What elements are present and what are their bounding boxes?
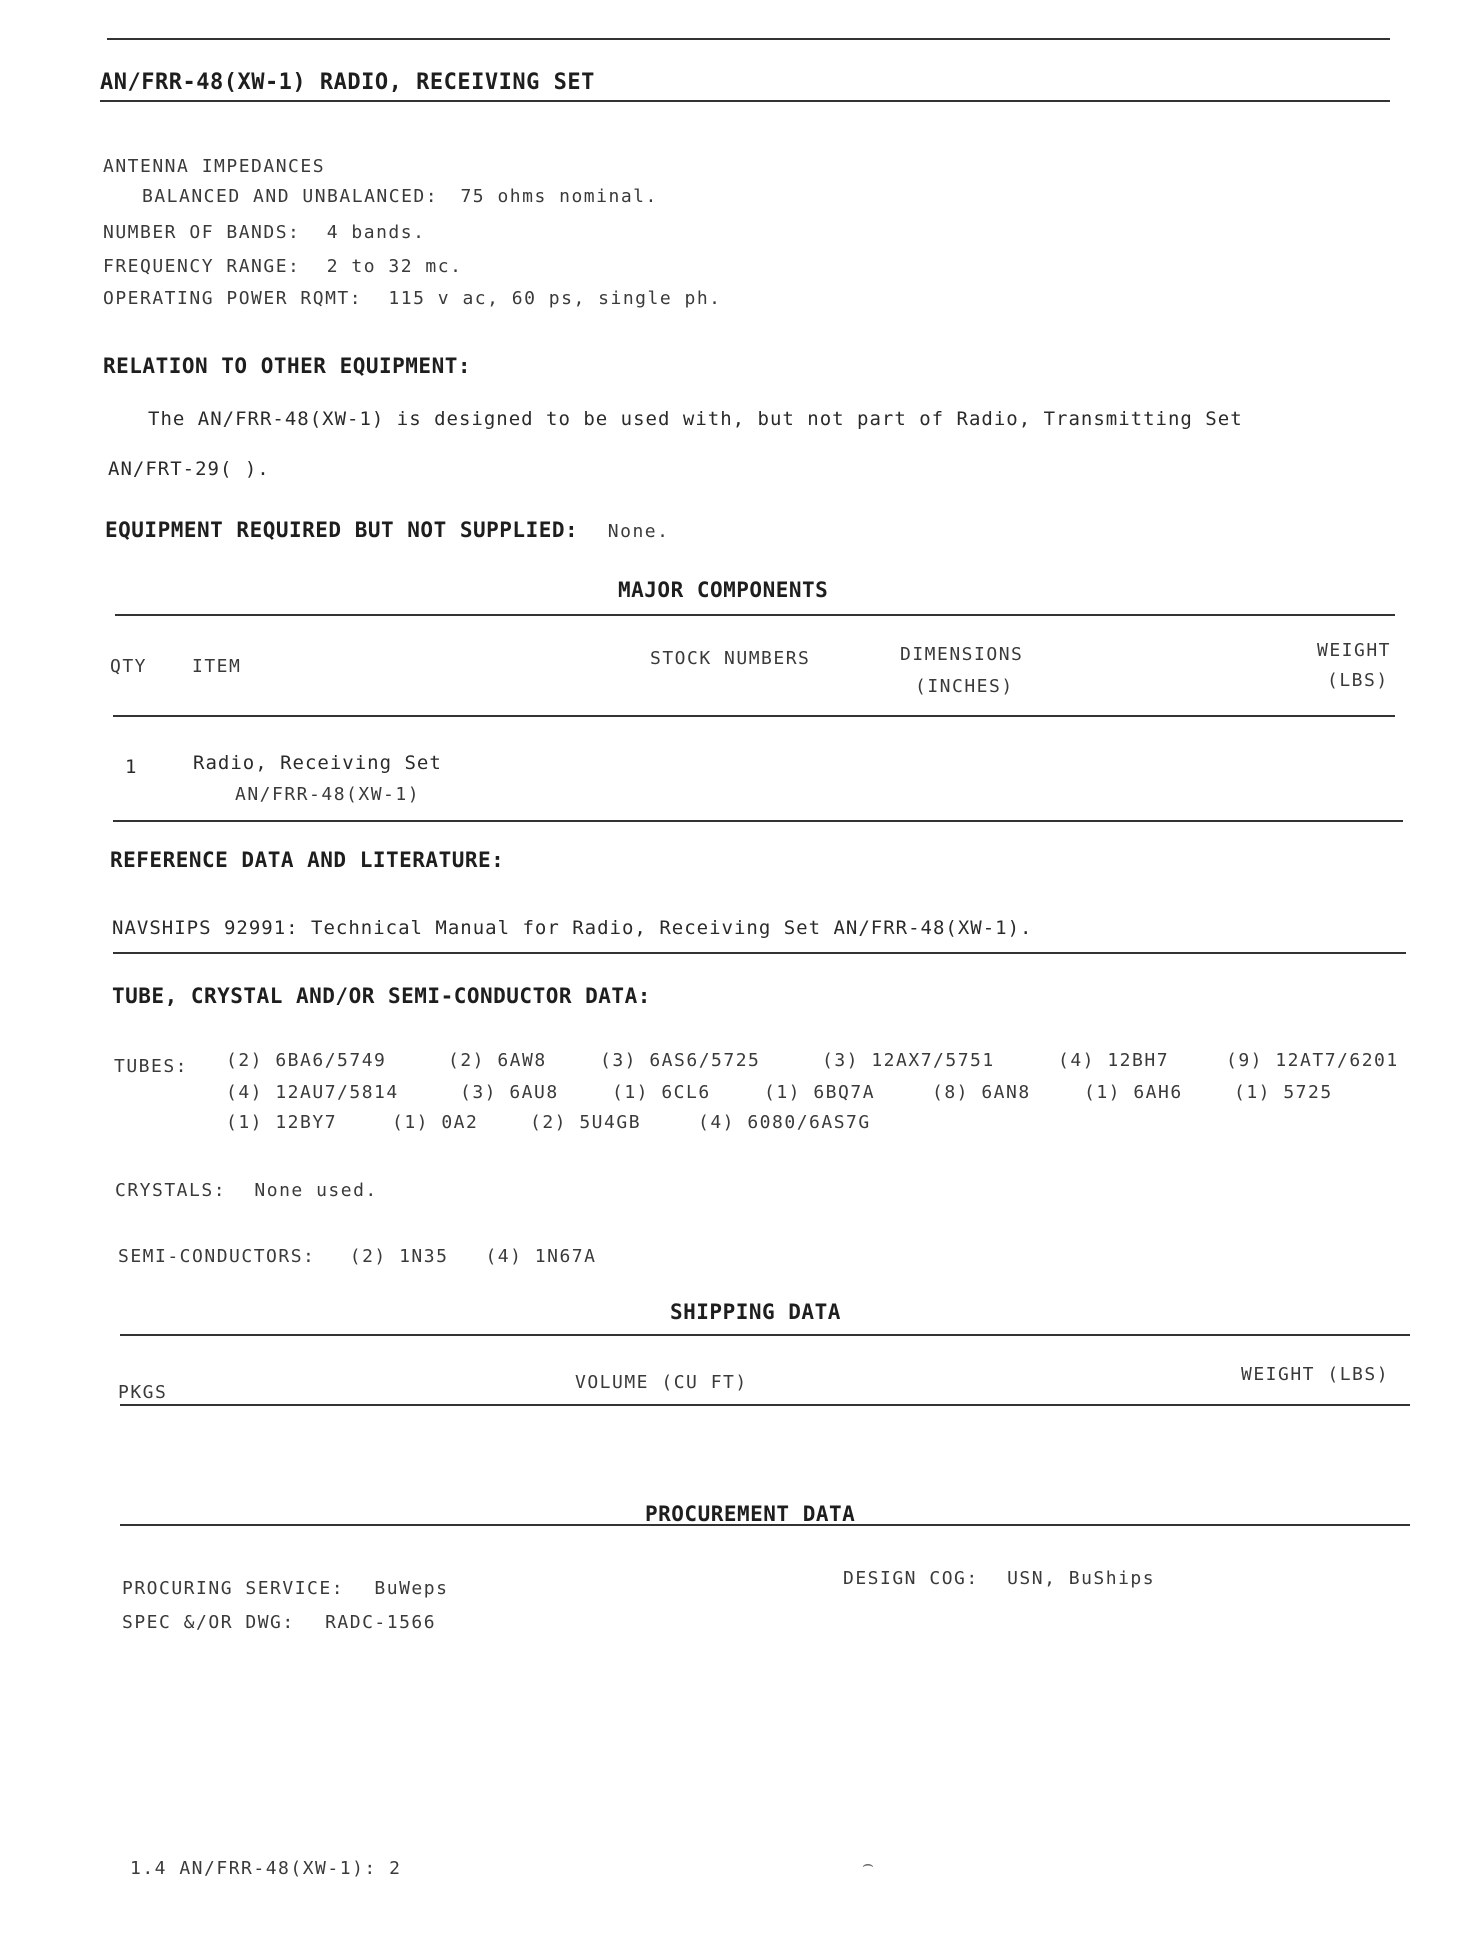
antenna-label: ANTENNA IMPEDANCES bbox=[103, 156, 326, 177]
required-heading: EQUIPMENT REQUIRED BUT NOT SUPPLIED: bbox=[105, 518, 579, 542]
spec-value: RADC-1566 bbox=[325, 1612, 437, 1633]
tube-entry: (1) 6AH6 bbox=[1084, 1082, 1183, 1103]
power-row bbox=[103, 288, 722, 309]
tube-entry: (1) 6CL6 bbox=[612, 1082, 711, 1103]
tubes-row-2 bbox=[226, 1082, 1333, 1103]
procurement-rule bbox=[120, 1524, 1410, 1526]
freq-row bbox=[103, 256, 462, 277]
tube-entry: (4) 6080/6AS7G bbox=[698, 1112, 871, 1133]
procuring-service-row bbox=[122, 1578, 448, 1599]
tube-entry: (4) 12AU7/5814 bbox=[226, 1082, 399, 1103]
major-components-bottom-rule bbox=[113, 820, 1403, 822]
power-value: 115 v ac, 60 ps, single ph. bbox=[388, 288, 722, 309]
shipping-volume: VOLUME (CU FT) bbox=[575, 1372, 748, 1393]
required-value: None. bbox=[607, 521, 670, 542]
shipping-bottom-rule bbox=[120, 1404, 1410, 1406]
balanced-value: 75 ohms nominal. bbox=[460, 186, 658, 207]
tube-entry: (3) 6AS6/5725 bbox=[600, 1050, 761, 1071]
shipping-title: SHIPPING DATA bbox=[670, 1300, 841, 1324]
component-qty: 1 bbox=[125, 756, 138, 778]
tube-entry: (1) 6BQ7A bbox=[764, 1082, 876, 1103]
tubes-row-1 bbox=[226, 1050, 1399, 1071]
bands-value: 4 bands. bbox=[326, 222, 426, 243]
major-components-header-rule bbox=[113, 715, 1395, 717]
tube-entry: (3) 6AU8 bbox=[460, 1082, 559, 1103]
shipping-pkgs: PKGS bbox=[118, 1382, 168, 1403]
tube-entry: (4) 12BH7 bbox=[1058, 1050, 1170, 1071]
major-components-top-rule bbox=[115, 614, 1395, 616]
tube-entry: (2) 6BA6/5749 bbox=[226, 1050, 387, 1071]
tube-entry: (9) 12AT7/6201 bbox=[1226, 1050, 1399, 1071]
power-label: OPERATING POWER RQMT: bbox=[103, 288, 363, 309]
tube-entry: (2) 6AW8 bbox=[448, 1050, 547, 1071]
title-rule bbox=[100, 100, 1390, 102]
freq-label: FREQUENCY RANGE: bbox=[103, 256, 301, 277]
reference-line: NAVSHIPS 92991: Technical Manual for Radio, Receiving Set AN/FRR-48(XW-1). bbox=[112, 917, 1033, 939]
bands-label: NUMBER OF BANDS: bbox=[103, 222, 301, 243]
procuring-service-label: PROCURING SERVICE: bbox=[122, 1578, 345, 1599]
tube-data-heading: TUBE, CRYSTAL AND/OR SEMI-CONDUCTOR DATA: bbox=[112, 984, 651, 1008]
shipping-weight: WEIGHT (LBS) bbox=[1241, 1364, 1390, 1385]
design-cog-row bbox=[843, 1568, 1155, 1589]
procuring-service-value: BuWeps bbox=[374, 1578, 449, 1599]
design-cog-label: DESIGN COG: bbox=[843, 1568, 979, 1589]
component-item: Radio, Receiving Set bbox=[193, 752, 442, 774]
footer-mark: ⌢ bbox=[862, 1854, 874, 1875]
col-stock: STOCK NUMBERS bbox=[650, 648, 811, 669]
col-item: ITEM bbox=[192, 656, 242, 677]
semis-label: SEMI-CONDUCTORS: bbox=[118, 1246, 316, 1267]
semis-value: (2) 1N35 (4) 1N67A bbox=[349, 1246, 597, 1267]
crystals-row bbox=[115, 1180, 378, 1201]
tubes-label: TUBES: bbox=[114, 1056, 189, 1077]
footer-page-ref: 1.4 AN/FRR-48(XW-1): 2 bbox=[130, 1858, 402, 1879]
tube-entry: (2) 5U4GB bbox=[530, 1112, 642, 1133]
design-cog-value: USN, BuShips bbox=[1007, 1568, 1156, 1589]
crystals-label: CRYSTALS: bbox=[115, 1180, 227, 1201]
tube-entry: (1) 12BY7 bbox=[226, 1112, 338, 1133]
semis-row bbox=[118, 1246, 596, 1267]
tube-entry: (8) 6AN8 bbox=[932, 1082, 1031, 1103]
reference-rule bbox=[113, 952, 1406, 954]
component-item-sub: AN/FRR-48(XW-1) bbox=[235, 784, 421, 805]
required-row bbox=[105, 518, 669, 542]
bands-row bbox=[103, 222, 425, 243]
freq-value: 2 to 32 mc. bbox=[326, 256, 463, 277]
major-components-title: MAJOR COMPONENTS bbox=[618, 578, 829, 602]
tube-entry: (1) 5725 bbox=[1234, 1082, 1333, 1103]
col-dimensions-unit: (INCHES) bbox=[915, 676, 1014, 697]
relation-line-1: The AN/FRR-48(XW-1) is designed to be used with, but not part of Radio, Transmitting Set bbox=[148, 408, 1243, 430]
relation-line-2: AN/FRT-29( ). bbox=[108, 458, 270, 480]
procurement-title: PROCUREMENT DATA bbox=[645, 1502, 856, 1526]
tube-entry: (1) 0A2 bbox=[392, 1112, 479, 1133]
tubes-row-3 bbox=[226, 1112, 871, 1133]
spec-label: SPEC &/OR DWG: bbox=[122, 1612, 295, 1633]
col-qty: QTY bbox=[110, 656, 148, 677]
col-dimensions: DIMENSIONS bbox=[900, 644, 1024, 665]
reference-heading: REFERENCE DATA AND LITERATURE: bbox=[110, 848, 505, 872]
page-title: AN/FRR-48(XW-1) RADIO, RECEIVING SET bbox=[100, 70, 595, 95]
col-weight-unit: (LBS) bbox=[1327, 670, 1389, 691]
balanced-label: BALANCED AND UNBALANCED: bbox=[142, 186, 439, 207]
tube-entry: (3) 12AX7/5751 bbox=[822, 1050, 995, 1071]
crystals-value: None used. bbox=[254, 1180, 378, 1201]
col-weight: WEIGHT bbox=[1317, 640, 1392, 661]
top-rule bbox=[107, 38, 1390, 40]
shipping-top-rule bbox=[120, 1334, 1410, 1336]
balanced-row bbox=[142, 186, 658, 207]
relation-heading: RELATION TO OTHER EQUIPMENT: bbox=[103, 354, 472, 378]
spec-row bbox=[122, 1612, 436, 1633]
